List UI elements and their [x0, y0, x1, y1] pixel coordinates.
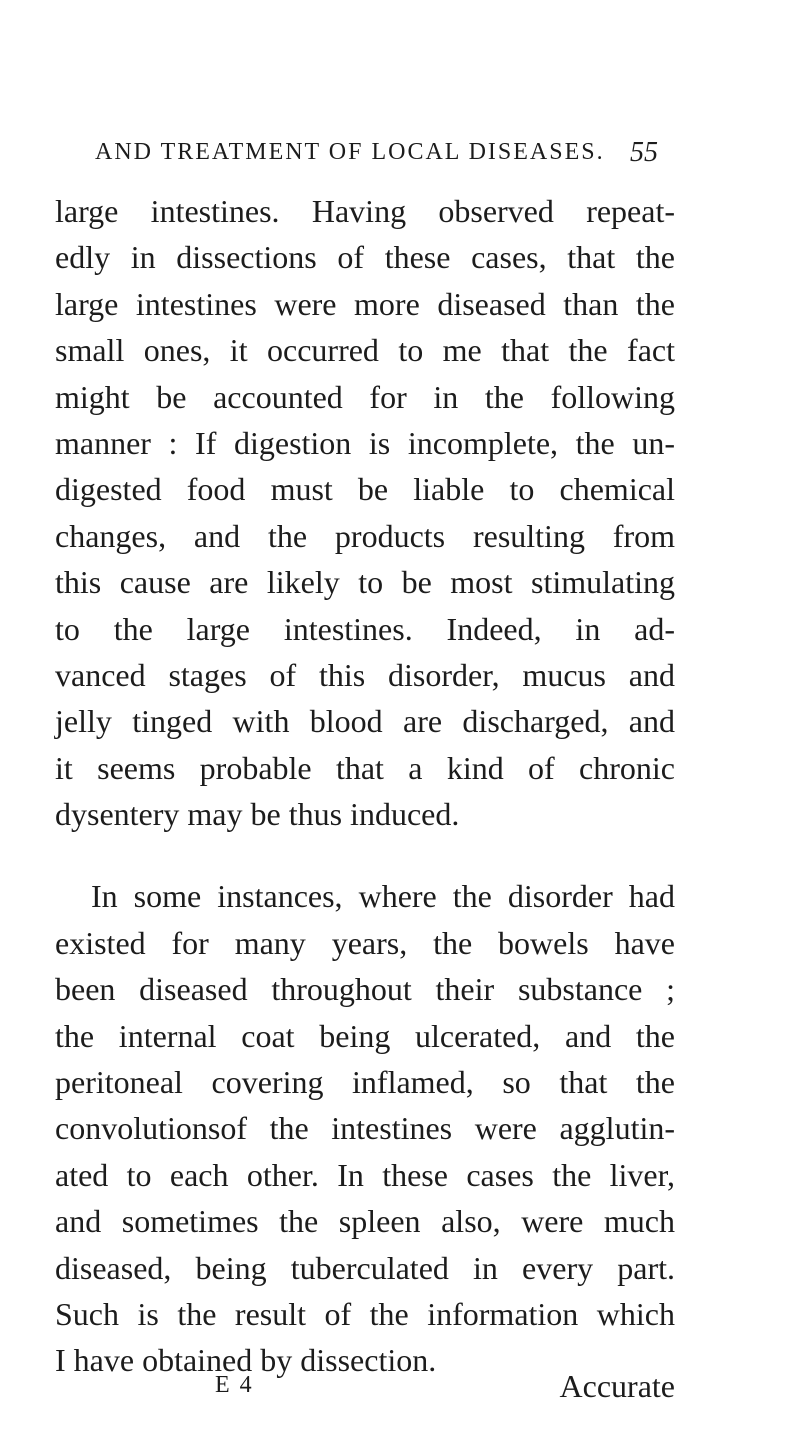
running-title: AND TREATMENT OF LOCAL DISEASES. [95, 139, 605, 165]
page-number: 55 [630, 137, 658, 168]
text-line: convolutionsof the intestines were agglutin- [55, 1110, 675, 1147]
text-line: to the large intestines. Indeed, in ad- [55, 610, 675, 647]
text-line: dysentery may be thus induced. [55, 796, 460, 833]
text-line: the internal coat being ulcerated, and the [55, 1017, 675, 1054]
body-text [55, 188, 675, 1384]
text-line: large intestines were more diseased than the [55, 285, 675, 322]
text-line: Such is the result of the information which [55, 1295, 675, 1332]
text-line: jelly tinged with blood are discharged, and [55, 703, 675, 740]
paragraph [55, 188, 675, 837]
text-line: it seems probable that a kind of chronic [55, 749, 675, 786]
text-line: digested food must be liable to chemical [55, 471, 675, 508]
text-line: and sometimes the spleen also, were much [55, 1203, 675, 1240]
signature-mark: E 4 [215, 1372, 254, 1398]
catchword: Accurate [559, 1368, 675, 1404]
text-line: large intestines. Having observed repeat- [55, 193, 675, 229]
running-head [95, 139, 658, 179]
paragraph-gap [55, 837, 675, 873]
text-line: changes, and the products resulting from [55, 517, 675, 554]
text-line: manner : If digestion is incomplete, the un- [55, 424, 675, 461]
text-line: existed for many years, the bowels have [55, 924, 675, 961]
text-line: peritoneal covering inflamed, so that the [55, 1064, 675, 1101]
text-line: In some instances, where the disorder had [91, 878, 675, 915]
text-line: been diseased throughout their substance ; [55, 971, 675, 1008]
text-line: I have obtained by dissection. [55, 1342, 437, 1379]
page-footer [55, 1368, 675, 1412]
text-line: small ones, it occurred to me that the fact [55, 332, 675, 369]
text-line: edly in dissections of these cases, that the [55, 239, 675, 276]
text-line: this cause are likely to be most stimulating [55, 564, 675, 601]
text-line: might be accounted for in the following [55, 378, 675, 415]
paragraph [55, 873, 675, 1383]
text-line: ated to each other. In these cases the liver, [55, 1156, 675, 1193]
text-line: vanced stages of this disorder, mucus and [55, 656, 675, 693]
text-line: diseased, being tuberculated in every part. [55, 1249, 675, 1286]
